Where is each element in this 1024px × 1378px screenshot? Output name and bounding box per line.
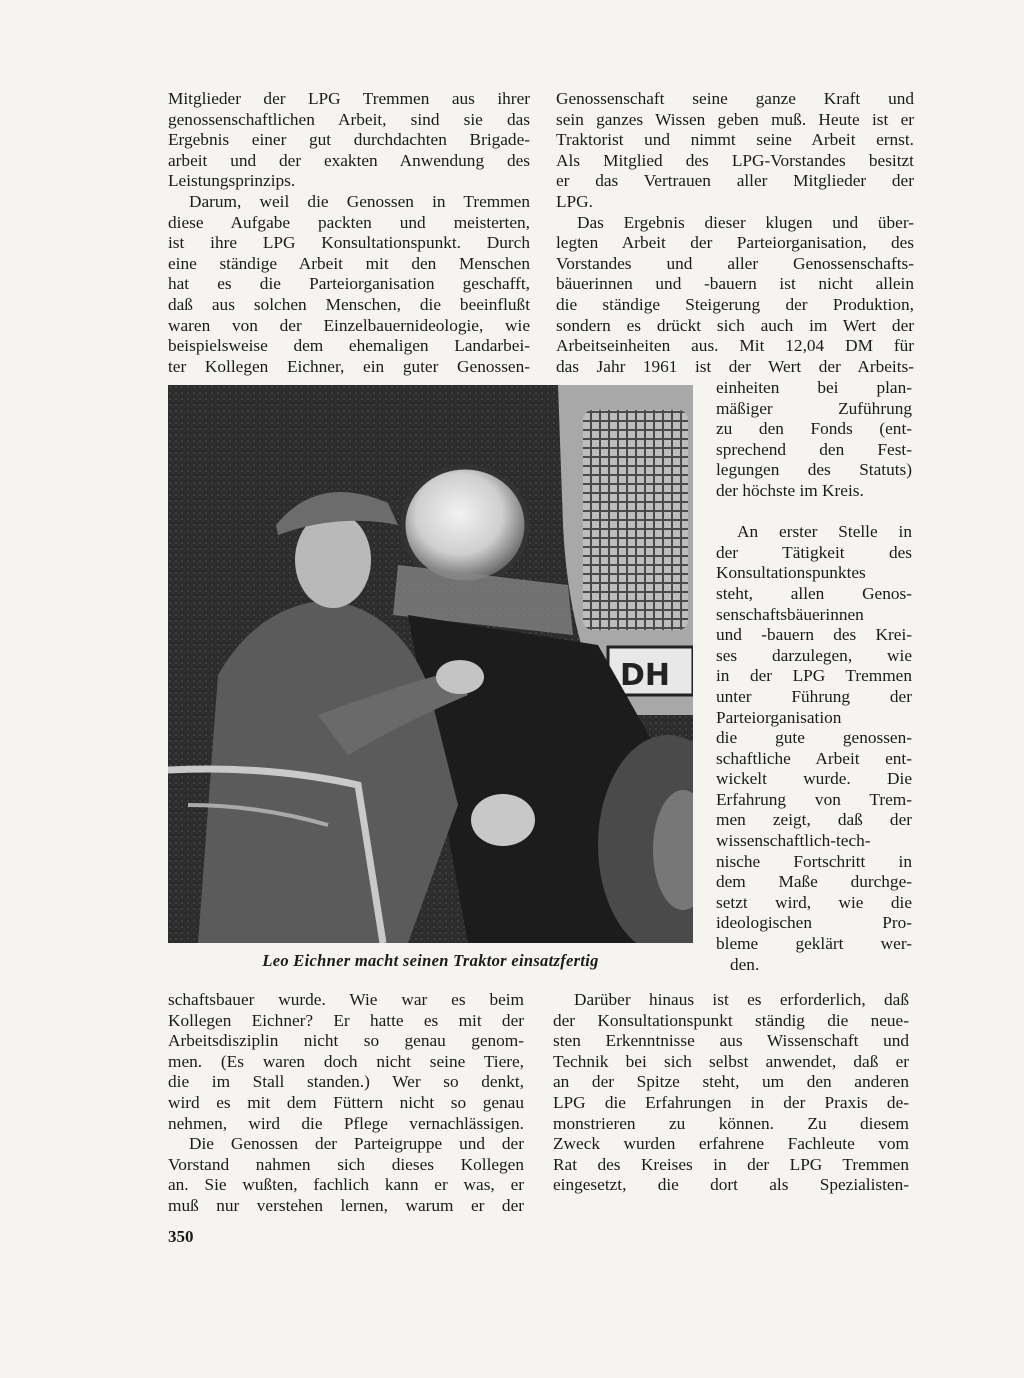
text-line: sein ganzes Wissen geben muß. Heute ist er (556, 109, 914, 129)
text-line: in der LPG Tremmen (716, 666, 912, 686)
text-line: die im Stall standen.) Wer so denkt, (168, 1072, 524, 1092)
text-line: bleme geklärt wer- (716, 934, 912, 954)
right-column-top (556, 89, 914, 377)
text-line: men zeigt, daß der (716, 810, 912, 830)
left-column-top (168, 89, 530, 377)
text-line: an der Spitze steht, um den anderen (553, 1072, 909, 1092)
text-line: den. (730, 954, 760, 974)
text-line: wissenschaftlich-tech- (716, 831, 871, 851)
text-line: genossenschaftlichen Arbeit, sind sie das (168, 109, 530, 129)
text-line: das Jahr 1961 ist der Wert der Arbeits- (556, 356, 914, 376)
text-line: men. (Es waren doch nicht seine Tiere, (168, 1051, 524, 1071)
text-line: Traktorist und nimmt seine Arbeit ernst. (556, 130, 914, 150)
text-line: Leistungsprinzips. (168, 171, 296, 191)
text-line: wird es mit dem Füttern nicht so genau (168, 1092, 524, 1112)
text-line: Zweck wurden erfahrene Fachleute vom (553, 1134, 909, 1154)
text-line: Parteiorganisation (716, 707, 842, 727)
text-line: Mitglieder der LPG Tremmen aus ihrer (168, 89, 530, 108)
text-line: schaftsbauer wurde. Wie war es beim (168, 990, 524, 1009)
photo-caption: Leo Eichner macht seinen Traktor einsatzfertig (262, 951, 599, 970)
text-line: unter Führung der (716, 686, 912, 706)
text-line: ter Kollegen Eichner, ein guter Genossen- (168, 356, 530, 376)
text-line: ses darzulegen, wie (716, 645, 912, 665)
text-line: sten Erkenntnisse aus Wissenschaft und (553, 1031, 909, 1051)
text-line: steht, allen Genos- (716, 583, 912, 603)
text-line: monstrieren zu können. Zu diesem (553, 1113, 909, 1133)
text-line: setzt wird, wie die (716, 892, 912, 912)
text-line: muß nur verstehen lernen, warum er der (168, 1195, 524, 1215)
text-line: Rat des Kreises in der LPG Tremmen (553, 1154, 909, 1174)
text-line: ist ihre LPG Konsultationspunkt. Durch (168, 233, 530, 253)
text-line: sondern es drückt sich auch im Wert der (556, 315, 914, 335)
text-line: Die Genossen der Parteigruppe und der (189, 1134, 524, 1154)
text-line: die ständige Steigerung der Produktion, (556, 294, 914, 314)
text-line: LPG. (556, 191, 593, 211)
text-line: schaftliche Arbeit ent- (716, 748, 912, 768)
text-line: Kollegen Eichner? Er hatte es mit der (168, 1010, 524, 1030)
left-column-bottom (168, 990, 524, 1217)
text-line: wickelt wurde. Die (716, 769, 912, 789)
text-line: nische Fortschritt in (716, 851, 912, 871)
text-line: beispielsweise dem ehemaligen Landarbei- (168, 336, 530, 356)
text-line: mäßiger Zuführung (716, 398, 912, 418)
text-line: Arbeitsdisziplin nicht so genau genom- (168, 1031, 524, 1051)
text-line: Vorstandes und aller Genossenschafts- (556, 253, 914, 273)
text-line: Technik bei sich selbst anwendet, daß er (553, 1051, 909, 1071)
plate-text: DH (620, 658, 671, 693)
text-line: Das Ergebnis dieser klugen und über- (577, 212, 914, 232)
text-line: Genossenschaft seine ganze Kraft und (556, 89, 914, 108)
page-number: 350 (168, 1227, 194, 1246)
text-line: eine ständige Arbeit mit den Menschen (168, 253, 530, 273)
right-column-narrow (716, 378, 912, 975)
text-line: daß aus solchen Menschen, die beeinflußt (168, 294, 530, 314)
text-line: der Konsultationspunkt ständig die neue- (553, 1010, 909, 1030)
text-line: diese Aufgabe packten und meisterten, (168, 212, 530, 232)
text-line: sprechend den Fest- (716, 439, 912, 459)
text-line: Erfahrung von Trem- (716, 789, 912, 809)
text-line: Darum, weil die Genossen in Tremmen (189, 191, 530, 211)
text-line: hat es die Parteiorganisation geschafft, (168, 274, 530, 294)
text-line: An erster Stelle in (737, 522, 912, 542)
text-line: legten Arbeit der Parteiorganisation, des (556, 233, 914, 253)
text-line: Vorstand nahmen sich dieses Kollegen (168, 1154, 524, 1174)
text-line: Konsultationspunktes (716, 563, 866, 583)
text-line: der höchste im Kreis. (716, 480, 864, 500)
text-line: dem Maße durchge- (716, 872, 912, 892)
text-line: ideologischen Pro- (716, 913, 912, 933)
text-line: eingesetzt, die dort als Spezialisten- (553, 1175, 909, 1195)
text-line: waren von der Einzelbauernideologie, wie (168, 315, 530, 335)
text-line: Arbeitseinheiten aus. Mit 12,04 DM für (556, 336, 914, 356)
text-line: Als Mitglied des LPG-Vorstandes besitzt (556, 150, 914, 170)
text-line: einheiten bei plan- (716, 378, 912, 397)
text-line: die gute genossen- (716, 728, 912, 748)
text-line: und -bauern des Krei- (716, 625, 912, 645)
text-line: an. Sie wußten, fachlich kann er was, er (168, 1175, 524, 1195)
text-line: legungen des Statuts) (716, 460, 912, 480)
text-line: bäuerinnen und -bauern ist nicht allein (556, 274, 914, 294)
text-line: LPG die Erfahrungen in der Praxis de- (553, 1092, 909, 1112)
text-line: zu den Fonds (ent- (716, 419, 912, 439)
text-line: er das Vertrauen aller Mitglieder der (556, 171, 914, 191)
tractor-photo (168, 385, 693, 943)
right-column-bottom (553, 990, 909, 1196)
text-line: nehmen, wird die Pflege vernachlässigen. (168, 1113, 524, 1133)
text-line: Ergebnis einer gut durchdachten Brigade- (168, 130, 530, 150)
paragraph-gap (716, 502, 912, 523)
text-line: arbeit und der exakten Anwendung des (168, 150, 530, 170)
text-line: der Tätigkeit des (716, 542, 912, 562)
text-line: Darüber hinaus ist es erforderlich, daß (574, 990, 909, 1009)
text-line: senschaftsbäuerinnen (716, 604, 864, 624)
